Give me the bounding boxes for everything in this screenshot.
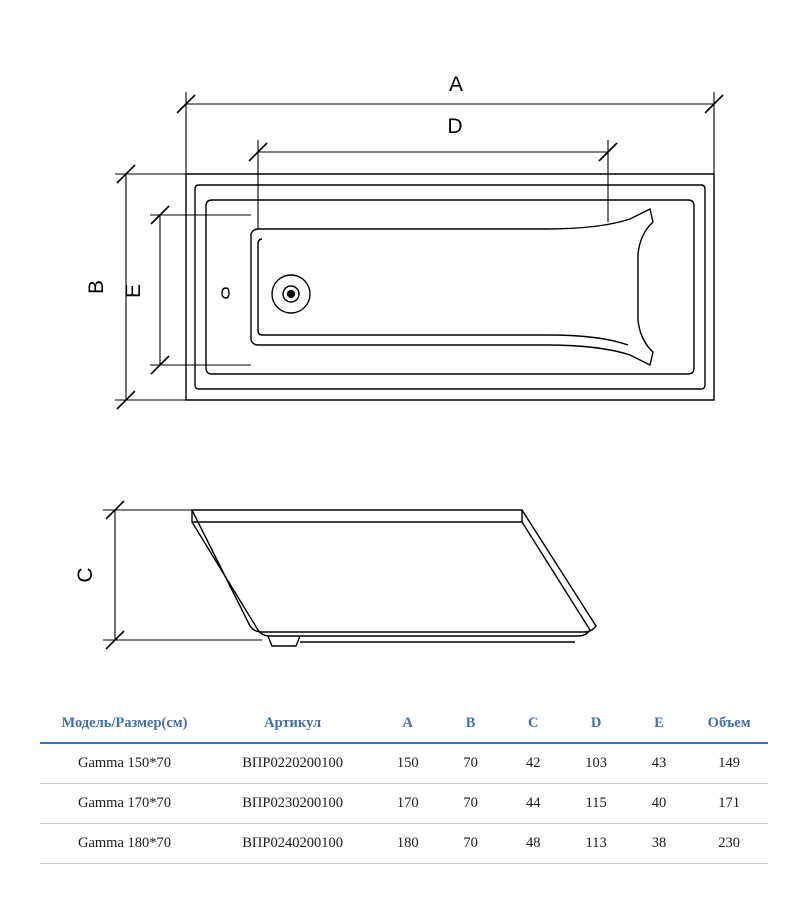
side-view-base-detail — [268, 636, 300, 646]
header-model: Модель/Размер(см) — [40, 705, 209, 743]
cell-model: Gamma 180*70 — [40, 824, 209, 864]
specification-table — [40, 705, 768, 864]
side-view-body — [192, 522, 590, 636]
side-view-group — [192, 510, 596, 646]
cell-e: 40 — [628, 784, 691, 824]
cell-c: 42 — [502, 743, 565, 784]
header-e: E — [628, 705, 691, 743]
cell-d: 103 — [565, 743, 628, 784]
dim-label-e: E — [122, 283, 145, 299]
dim-label-a: A — [448, 73, 464, 96]
cell-b: 70 — [439, 824, 502, 864]
overflow-slot — [222, 288, 229, 298]
cell-a: 170 — [376, 784, 439, 824]
side-view-body-outer — [192, 510, 596, 632]
header-sku: Артикул — [209, 705, 376, 743]
header-a: A — [376, 705, 439, 743]
drain-center-dot — [288, 291, 295, 298]
table-row — [40, 743, 768, 784]
table-row — [40, 824, 768, 864]
bath-inner-rim — [195, 185, 705, 389]
table-header-row — [40, 705, 768, 743]
cell-model: Gamma 150*70 — [40, 743, 209, 784]
bath-bowl-outline — [251, 209, 653, 365]
cell-d: 113 — [565, 824, 628, 864]
table-body — [40, 743, 768, 864]
dim-label-b: B — [85, 279, 108, 295]
header-c: C — [502, 705, 565, 743]
side-view-dimensions — [103, 501, 262, 649]
cell-e: 43 — [628, 743, 691, 784]
specification-table-container — [40, 705, 768, 864]
cell-a: 180 — [376, 824, 439, 864]
table-row — [40, 784, 768, 824]
bath-bowl-inner-contour — [258, 239, 628, 345]
cell-sku: ВПР0240200100 — [209, 824, 376, 864]
top-view-group — [186, 174, 714, 400]
cell-volume: 171 — [690, 784, 768, 824]
cell-a: 150 — [376, 743, 439, 784]
header-d: D — [565, 705, 628, 743]
cell-model: Gamma 170*70 — [40, 784, 209, 824]
cell-b: 70 — [439, 743, 502, 784]
cell-c: 48 — [502, 824, 565, 864]
header-b: B — [439, 705, 502, 743]
table-header — [40, 705, 768, 743]
cell-volume: 149 — [690, 743, 768, 784]
cell-b: 70 — [439, 784, 502, 824]
cell-e: 38 — [628, 824, 691, 864]
header-volume: Объем — [690, 705, 768, 743]
cell-d: 115 — [565, 784, 628, 824]
dim-label-d: D — [447, 115, 463, 138]
bath-rim-offset — [206, 200, 694, 374]
bath-outer-rim — [186, 174, 714, 400]
side-view-rim — [192, 510, 522, 522]
cell-sku: ВПР0230200100 — [209, 784, 376, 824]
dim-label-c: C — [74, 567, 97, 583]
cell-sku: ВПР0220200100 — [209, 743, 376, 784]
cell-volume: 230 — [690, 824, 768, 864]
cell-c: 44 — [502, 784, 565, 824]
